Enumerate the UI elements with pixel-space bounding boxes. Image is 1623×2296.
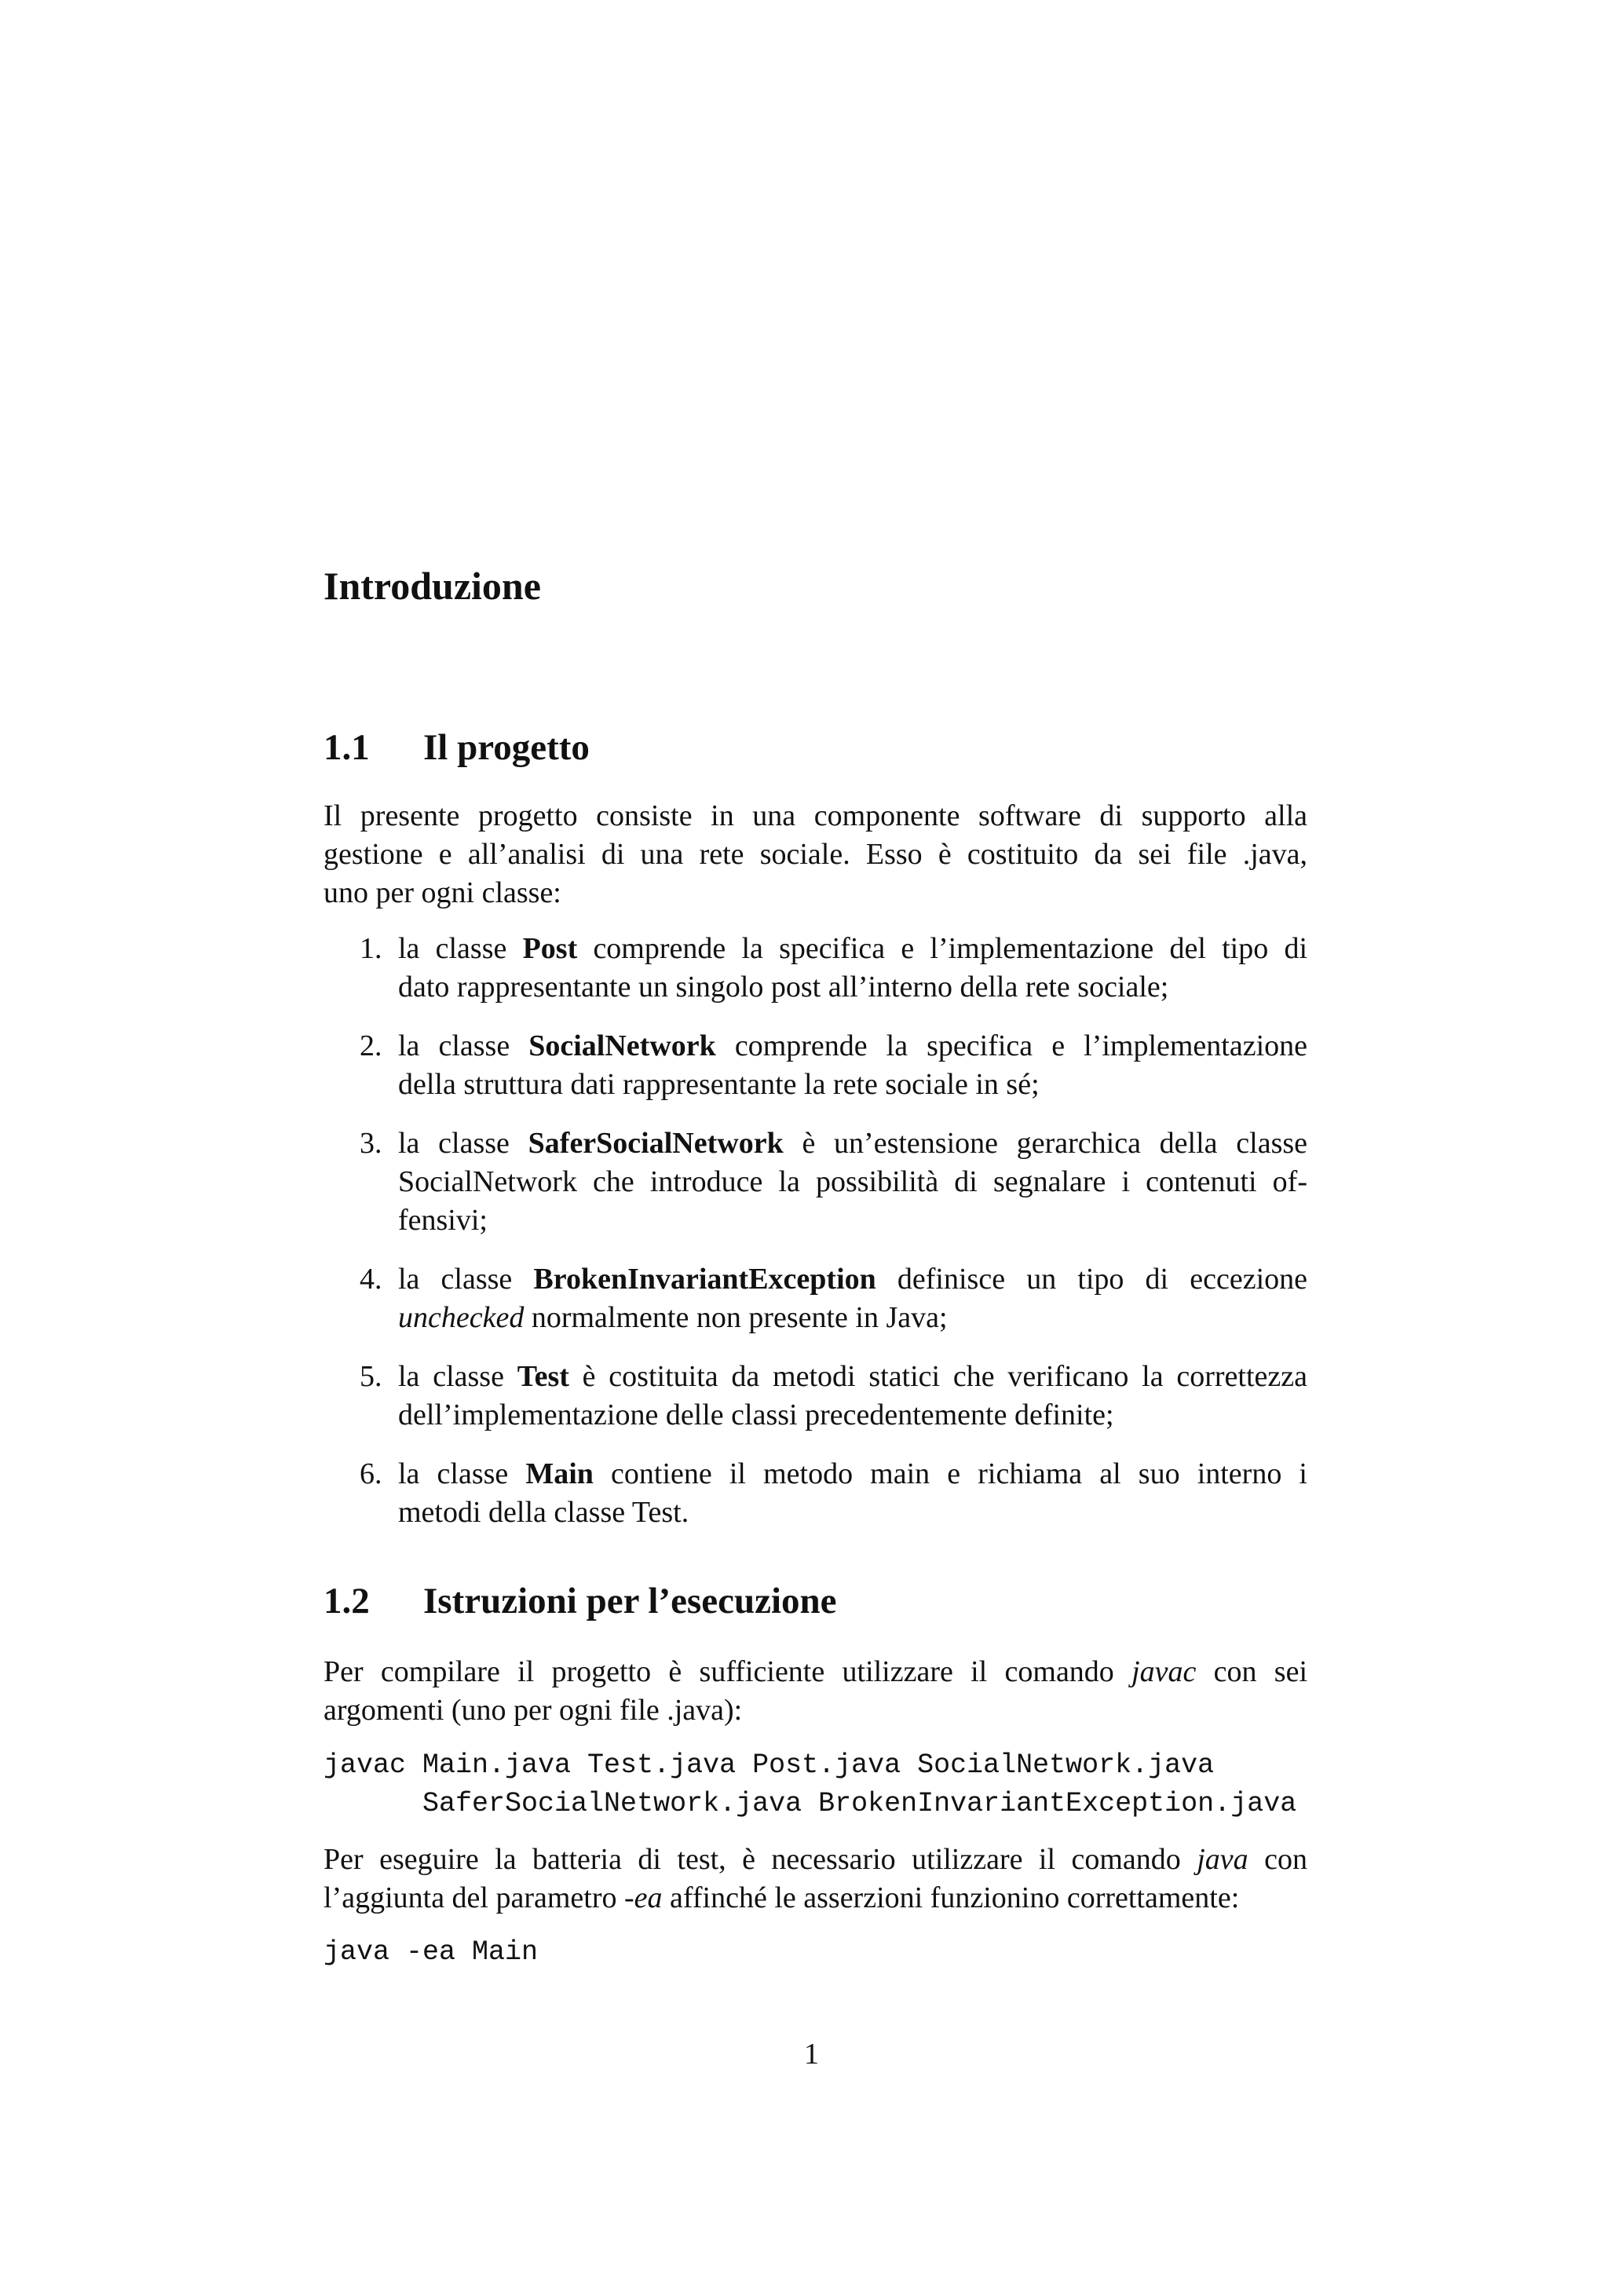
run-paragraph	[324, 1841, 1307, 1918]
class-name: Test	[517, 1360, 569, 1393]
chapter-title: Introduzione	[324, 564, 541, 608]
text-run: gestione e all’analisi di una rete sociale. Esso è costituito da sei file .java,	[324, 838, 1307, 871]
text-line	[324, 1653, 1307, 1691]
section-number: 1.1	[324, 727, 370, 768]
code-line: SaferSocialNetwork.java BrokenInvariantException.java	[324, 1788, 1297, 1819]
page-body	[324, 0, 1307, 2074]
run-command	[324, 1933, 1307, 1972]
list-item	[324, 1358, 1307, 1435]
class-name: SocialNetwork	[528, 1029, 716, 1062]
text-run: comprende la specifica e l’implementazione del tipo di	[577, 932, 1308, 965]
text-run: la classe	[398, 1360, 517, 1393]
text-line	[324, 1841, 1307, 1879]
list-number: 6.	[360, 1457, 382, 1490]
text-run: è un’estensione gerarchica della classe	[783, 1127, 1308, 1160]
section-number: 1.2	[324, 1581, 370, 1621]
section-heading-1-1	[324, 724, 1307, 771]
text-run: la classe	[398, 1457, 526, 1490]
emphasis: unchecked	[398, 1301, 525, 1334]
text-line	[398, 1124, 1307, 1163]
list-item-text	[398, 1027, 1307, 1104]
list-item-text	[398, 1260, 1307, 1337]
section-title: Istruzioni per l’esecuzione	[423, 1581, 837, 1621]
list-number: 1.	[360, 932, 382, 965]
text-line	[324, 797, 1307, 835]
text-line	[398, 1260, 1307, 1299]
text-line	[398, 1358, 1307, 1396]
text-line	[324, 835, 1307, 874]
text-run: l’aggiunta del parametro -	[324, 1881, 634, 1914]
text-run: uno per ogni classe:	[324, 876, 561, 909]
text-run: Per eseguire la batteria di test, è necessario utilizzare il comando	[324, 1843, 1197, 1876]
list-item	[324, 1455, 1307, 1532]
text-line	[398, 1066, 1307, 1104]
text-run: la classe	[398, 1263, 534, 1296]
text-line	[398, 1027, 1307, 1066]
text-run: Per compilare il progetto è sufficiente utilizzare il comando	[324, 1655, 1132, 1688]
text-run: fensivi;	[398, 1204, 488, 1237]
text-line	[398, 1201, 1307, 1240]
text-line	[398, 968, 1307, 1007]
text-run: comprende la specifica e l’implementazione	[715, 1029, 1308, 1062]
class-name: SaferSocialNetwork	[528, 1127, 784, 1160]
class-list	[324, 930, 1307, 1532]
intro-paragraph	[324, 797, 1307, 912]
text-run: la classe	[398, 932, 523, 965]
class-name: Main	[525, 1457, 594, 1490]
list-item-text	[398, 930, 1307, 1007]
text-run: dell’implementazione delle classi precedentemente definite;	[398, 1398, 1114, 1431]
text-run: la classe	[398, 1029, 529, 1062]
compile-paragraph	[324, 1653, 1307, 1730]
text-line	[398, 1455, 1307, 1493]
text-run: normalmente non presente in Java;	[524, 1301, 948, 1334]
list-number: 4.	[360, 1263, 382, 1296]
text-run: la classe	[398, 1127, 528, 1160]
text-run: con sei	[1196, 1655, 1307, 1688]
list-item-text	[398, 1455, 1307, 1532]
list-number: 3.	[360, 1127, 382, 1160]
text-line	[324, 1879, 1307, 1918]
text-run: argomenti (uno per ogni file .java):	[324, 1694, 743, 1727]
text-line	[324, 1691, 1307, 1730]
text-line	[398, 930, 1307, 968]
text-run: affinché le asserzioni funzionino correttamente:	[662, 1881, 1240, 1914]
text-run: metodi della classe Test.	[398, 1496, 689, 1529]
class-name: BrokenInvariantException	[533, 1263, 876, 1296]
section-heading-1-2	[324, 1578, 1307, 1625]
code-line: javac Main.java Test.java Post.java SocialNetwork.java	[324, 1749, 1215, 1781]
text-run: è costituita da metodi statici che verificano la correttezza	[568, 1360, 1308, 1393]
list-item	[324, 930, 1307, 1007]
code-line: java -ea Main	[324, 1936, 539, 1968]
text-run: SocialNetwork che introduce la possibilità di segnalare i contenuti of-	[398, 1165, 1307, 1198]
compile-command	[324, 1746, 1307, 1823]
text-run: della struttura dati rappresentante la rete sociale in sé;	[398, 1068, 1040, 1101]
list-number: 5.	[360, 1360, 382, 1393]
page-number: 1	[804, 2038, 819, 2071]
list-item	[324, 1260, 1307, 1337]
emphasis: java	[1197, 1843, 1248, 1876]
text-line	[398, 1396, 1307, 1435]
list-item	[324, 1124, 1307, 1240]
text-line	[398, 1299, 1307, 1337]
class-name: Post	[522, 932, 578, 965]
section-title: Il progetto	[423, 727, 590, 768]
text-line	[324, 874, 1307, 912]
text-run: con	[1248, 1843, 1307, 1876]
text-line	[398, 1493, 1307, 1532]
list-number: 2.	[360, 1029, 382, 1062]
text-line	[398, 1163, 1307, 1201]
text-run: contiene il metodo main e richiama al suo interno i	[593, 1457, 1307, 1490]
emphasis: javac	[1131, 1655, 1197, 1688]
list-item-text	[398, 1358, 1307, 1435]
text-run: dato rappresentante un singolo post all’interno della rete sociale;	[398, 971, 1169, 1004]
list-item-text	[398, 1124, 1307, 1240]
emphasis: ea	[634, 1881, 663, 1914]
text-run: Il presente progetto consiste in una componente software di supporto alla	[324, 799, 1307, 832]
text-run: definisce un tipo di eccezione	[875, 1263, 1308, 1296]
list-item	[324, 1027, 1307, 1104]
